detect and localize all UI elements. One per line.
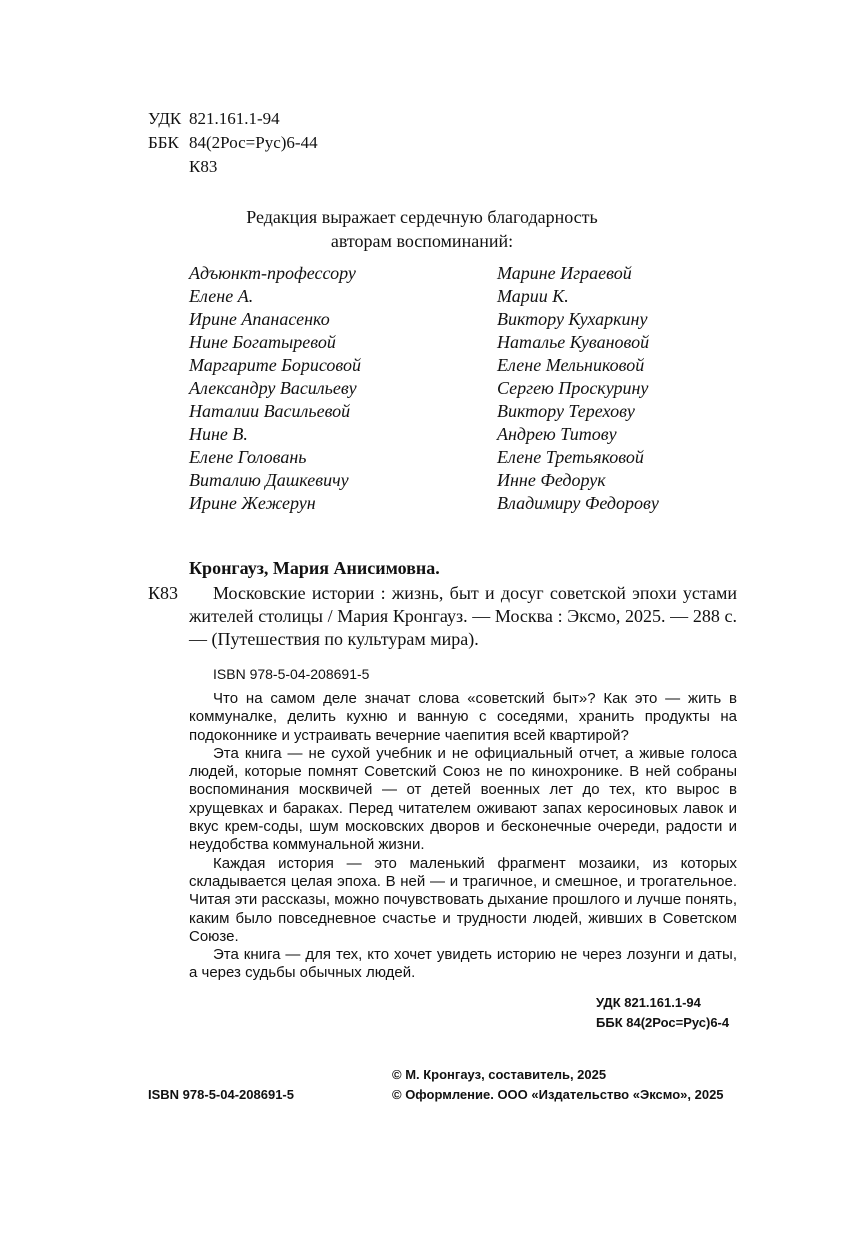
small-bbk: ББК 84(2Рос=Рус)6-4	[596, 1015, 730, 1030]
bbk-row	[148, 131, 318, 154]
name-item: Елене Головань	[189, 447, 307, 467]
name-item: Виталию Дашкевичу	[189, 470, 349, 490]
name-item: Наталье Кувановой	[497, 332, 650, 352]
name-item: Нине Богатыревой	[189, 332, 336, 352]
name-item: Инне Федорук	[497, 470, 606, 490]
bbk-value: 84(2Рос=Рус)6-44	[189, 133, 318, 152]
udk-value: 821.161.1-94	[189, 109, 280, 128]
copyright-compiler: © М. Кронгауз, составитель, 2025	[392, 1067, 607, 1082]
footer-isbn: ISBN 978-5-04-208691-5	[148, 1087, 294, 1102]
name-item: Елене Мельниковой	[497, 355, 645, 375]
isbn-record: ISBN 978-5-04-208691-5	[213, 666, 370, 682]
annotation	[189, 690, 737, 983]
udk-row	[148, 107, 280, 130]
names-left-column	[189, 262, 361, 515]
name-item: Александру Васильеву	[189, 378, 357, 398]
copyright-design: © Оформление. ООО «Издательство «Эксмо», 2025	[392, 1087, 724, 1102]
author-mark-biblio: К83	[148, 583, 179, 603]
small-classification-codes	[596, 993, 729, 1033]
author-mark: К83	[189, 157, 218, 176]
name-item: Маргарите Борисовой	[189, 355, 361, 375]
name-item: Виктору Терехову	[497, 401, 635, 421]
small-udk: УДК 821.161.1-94	[596, 995, 701, 1010]
name-item: Владимиру Федорову	[497, 493, 659, 513]
name-item: Нине В.	[189, 424, 248, 444]
name-item: Сергею Проскурину	[497, 378, 649, 398]
description-text: Московские истории : жизнь, быт и досуг советской эпохи устами жителей столицы / Мария Кронгауз. — Москва : Эксмо, 2025. — 288 с. — (Путешествия по культурам мира).	[189, 583, 737, 649]
name-item: Адъюнкт-профессору	[189, 263, 356, 283]
name-item: Виктору Кухаркину	[497, 309, 648, 329]
names-right-column	[497, 262, 659, 515]
name-item: Елене Третьяковой	[497, 447, 644, 467]
bbk-label: ББК	[148, 133, 179, 152]
bibliographic-description	[189, 582, 737, 651]
name-item: Наталии Васильевой	[189, 401, 351, 421]
name-item: Елене А.	[189, 286, 254, 306]
thanks-line-1: Редакция выражает сердечную благодарность	[246, 207, 598, 227]
name-item: Марине Играевой	[497, 263, 632, 283]
annotation-paragraph: Каждая история — это маленький фрагмент мозаики, из которых складывается целая эпоха. В ней — и трагичное, и смешное, и трогательное. Читая эти рассказы, можно почувствовать дыхание прошлого и лучше понять, каким было повседневное счастье и трудности людей, живших в Советском Союзе.	[189, 854, 737, 945]
name-item: Марии К.	[497, 286, 569, 306]
name-item: Ирине Апанасенко	[189, 309, 330, 329]
thanks-line-2: авторам воспоминаний:	[330, 231, 514, 251]
name-item: Ирине Жежерун	[189, 493, 316, 513]
name-item: Андрею Титову	[497, 424, 617, 444]
annotation-paragraph: Эта книга — не сухой учебник и не официальный отчет, а живые голоса людей, которые помнят Советский Союз не по кинохронике. В ней собраны воспоминания москвичей — от детей военных лет до тех, кто вырос в хрущевках и бараках. Перед читателем оживают запах керосиновых лавок и вкус крем-соды, шум московских дворов и бесконечные очереди, радости и неудобства коммунальной жизни.	[189, 744, 737, 854]
udk-label: УДК	[148, 109, 182, 128]
annotation-paragraph: Эта книга — для тех, кто хочет увидеть историю не через лозунги и даты, а через судьбы обычных людей.	[189, 946, 737, 982]
book-author: Кронгауз, Мария Анисимовна.	[189, 558, 440, 578]
annotation-paragraph: Что на самом деле значат слова «советский быт»? Как это — жить в коммуналке, делить кухню и ванную с соседями, хранить продукты на подоконнике и устраивать вечерние чаепития всей квартирой?	[189, 690, 737, 744]
